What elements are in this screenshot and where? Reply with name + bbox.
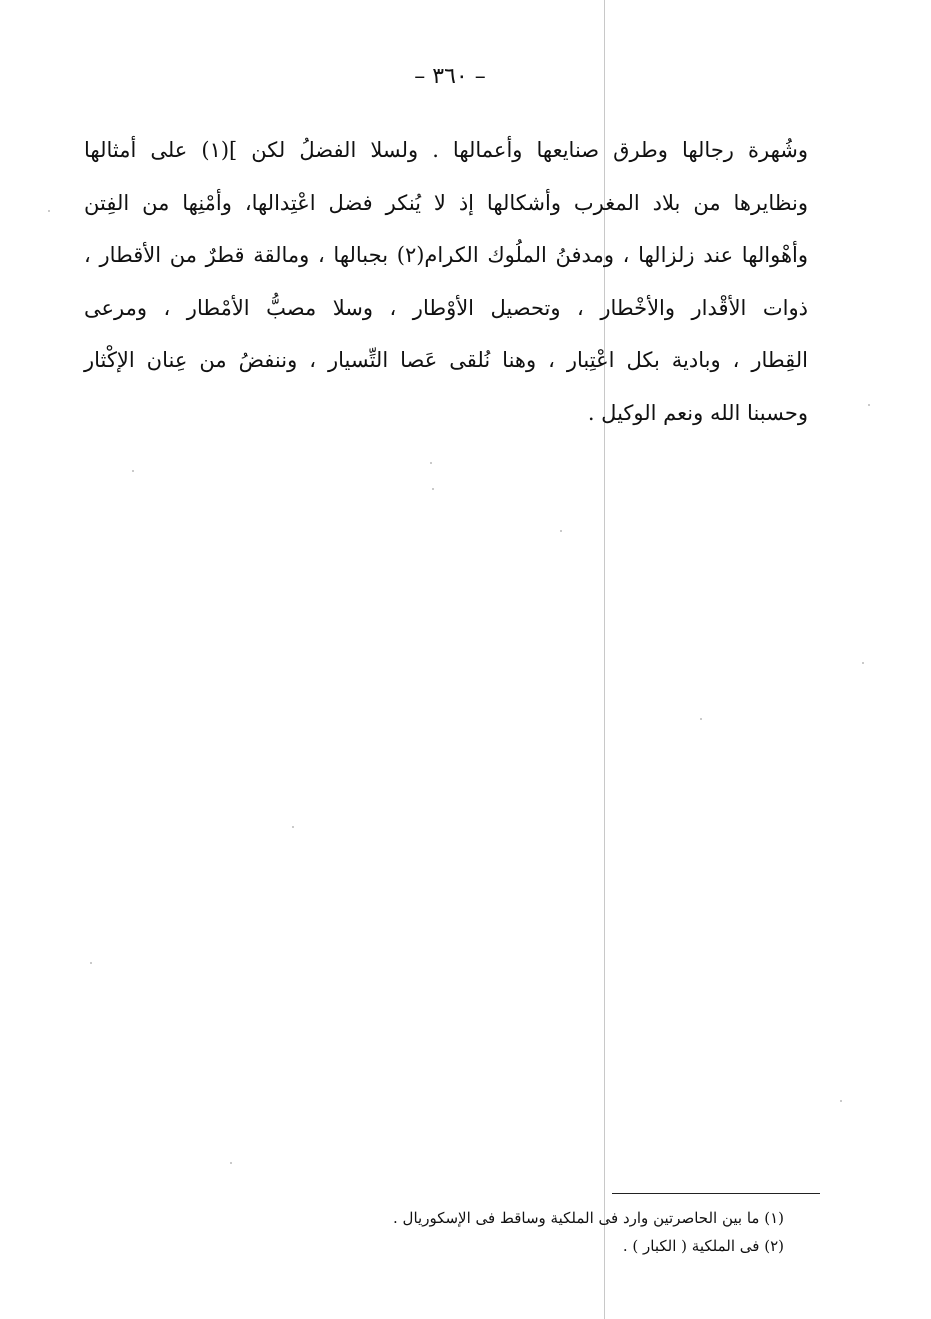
scan-speck	[560, 530, 562, 532]
main-text-block	[84, 124, 808, 439]
scan-speck	[292, 826, 294, 828]
text-line: وأهْوالها عند زلزالها ، ومدفنُ الملُوك الكرام(٢) بجبالها ، ومالقة قطرٌ من الأقطار ،	[84, 243, 809, 267]
footnote-1: (١) ما بين الحاصرتين وارد فى الملكية وساقط فى الإسكوريال .	[393, 1209, 784, 1227]
scan-speck	[230, 1162, 232, 1164]
footnotes-block	[300, 1204, 784, 1260]
text-line: القِطار ، وبادية بكل اعْتِبار ، وهنا نُلقى عَصا التِّسيار ، وننفضُ من عِنان الإكْثار	[84, 348, 808, 372]
footnote-2: (٢) فى الملكية ( الكبار ) .	[622, 1237, 784, 1255]
scan-speck	[862, 662, 864, 664]
scan-speck	[430, 462, 432, 464]
scan-speck	[868, 404, 870, 406]
scan-speck	[48, 210, 50, 212]
scan-speck	[840, 1100, 842, 1102]
text-line: ذوات الأقْدار والأخْطار ، وتحصيل الأوْطار ، وسلا مصبُّ الأمْطار ، ومرعى	[84, 295, 808, 320]
footnote-divider	[612, 1193, 820, 1194]
scan-speck	[700, 718, 702, 720]
scan-speck	[432, 488, 434, 490]
text-line-last: وحسبنا الله ونعم الوكيل .	[587, 400, 808, 425]
scan-speck	[90, 962, 92, 964]
text-line: وشُهرة رجالها وطرق صنايعها وأعمالها . ولسلا الفضلُ لكن ](١) على أمثالها	[84, 138, 808, 162]
scan-speck	[132, 470, 134, 472]
text-line: ونظايرها من بلاد المغرب وأشكالها إذ لا يُنكر فضل اعْتِدالها، وأمْنِها من الفِتن	[84, 190, 808, 215]
page-number: – ٣٦٠ –	[414, 64, 486, 89]
